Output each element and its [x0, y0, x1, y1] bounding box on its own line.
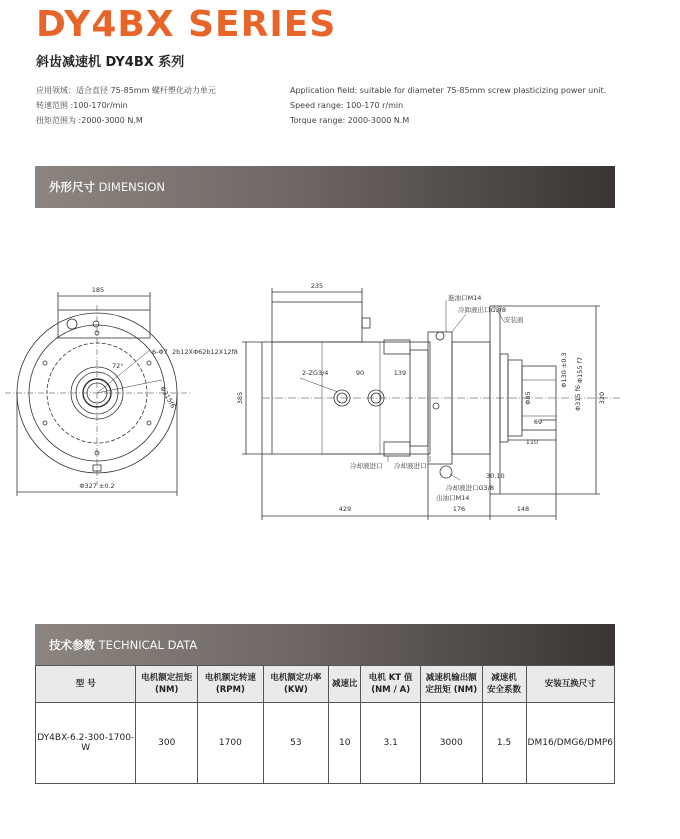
- page-subtitle: 斜齿减速机 DY4BX 系列: [36, 55, 185, 70]
- info-en-line: Torque range: 2000-3000 N.M: [290, 116, 410, 125]
- label-angle: 72°: [112, 362, 124, 370]
- dim-dia-b: Φ155 f7: [576, 356, 584, 384]
- cell-model: DY4BX-6.2-300-1700-W: [36, 703, 136, 784]
- dim-176: 176: [452, 505, 466, 513]
- label-coolant-out: 冷卸液出口G3/8: [458, 306, 506, 314]
- technical-label-en: TECHNICAL DATA: [98, 638, 198, 652]
- header-motor-torque: 电机额定扭矩 (NM): [136, 666, 198, 703]
- dim-shaft-dia: Φ85: [524, 391, 532, 405]
- header-motor-power: 电机额定功率 (KW): [263, 666, 328, 703]
- label-keyway: 2b12XΦ62b12X12f8: [172, 348, 238, 356]
- cell-output-torque: 3000: [420, 703, 482, 784]
- label-bolt-circle: Φ315f6: [158, 385, 178, 410]
- dim-30: 30.10: [486, 472, 505, 480]
- dim-385: 385: [236, 391, 244, 405]
- label-coolant-in-1: 冷却液进口: [350, 462, 383, 470]
- cell-motor-speed: 1700: [198, 703, 264, 784]
- technical-label-cn: 技术参数: [49, 638, 95, 652]
- dim-bore: Φ315 f6: [574, 384, 582, 412]
- cell-motor-power: 53: [263, 703, 328, 784]
- dim-148: 148: [516, 505, 530, 513]
- dimension-label-en: DIMENSION: [98, 180, 166, 194]
- label-install-face: 安装面: [504, 316, 524, 324]
- dimension-header: [35, 166, 615, 208]
- label-oil-out: 出油口M14: [436, 494, 470, 502]
- table-row: [36, 703, 615, 784]
- cell-motor-torque: 300: [136, 703, 198, 784]
- header-kt: 电机 KT 值 (NM / A): [361, 666, 421, 703]
- dim-320: 320: [598, 391, 606, 405]
- info-cn-line: 转速范围 :100-170r/min: [36, 101, 128, 110]
- header-model: 型 号: [36, 666, 136, 703]
- info-en-line: Speed range: 100-170 r/min: [290, 101, 404, 110]
- info-en-line: Application field: suitable for diameter 75-85mm screw plasticizing power unit.: [290, 86, 607, 95]
- info-cn: [36, 83, 216, 128]
- dim-dia-a: Φ130 ±0.3: [560, 352, 568, 388]
- technical-header: [35, 624, 615, 666]
- header-motor-speed: 电机额定转速 (RPM): [198, 666, 264, 703]
- dim-235: 235: [310, 282, 324, 290]
- info-en: [290, 83, 606, 128]
- dim-69: 69: [533, 418, 543, 426]
- label-bolt-holes: 6-Φ7: [152, 348, 168, 356]
- dim-110: 110: [525, 438, 539, 446]
- cell-mount-size: DM16/DMG6/DMP6: [526, 703, 614, 784]
- header-ratio: 减速比: [329, 666, 361, 703]
- side-view: [242, 288, 620, 520]
- page-title: DY4BX SERIES: [36, 4, 337, 45]
- info-cn-line: 应用领域：适合直径 75-85mm 螺杆塑化动力单元: [36, 86, 216, 95]
- info-cn-line: 扭矩范围为 :2000-3000 N.M: [36, 116, 143, 125]
- label-oil-in: 進油口M14: [448, 294, 482, 302]
- cell-kt: 3.1: [361, 703, 421, 784]
- dim-429: 429: [338, 505, 352, 513]
- dim-139: 139: [393, 369, 407, 377]
- cell-safety-factor: 1.5: [482, 703, 526, 784]
- dimension-drawing: [0, 210, 680, 550]
- header-mount-size: 安装互换尺寸: [526, 666, 614, 703]
- label-coolant-in-2: 冷却液进口: [394, 462, 427, 470]
- dimension-label-cn: 外形尺寸: [49, 180, 95, 194]
- dim-outer-dia: Φ327 ±0.2: [79, 482, 115, 490]
- label-inlet: 2-ZG3/4: [302, 369, 329, 377]
- table-header-row: [36, 666, 615, 703]
- technical-table: [35, 665, 615, 784]
- header-safety-factor: 减速机 安全系数: [482, 666, 526, 703]
- cell-ratio: 10: [329, 703, 361, 784]
- dim-185: 185: [91, 286, 105, 294]
- header-output-torque: 减速机输出额 定扭矩 (NM): [420, 666, 482, 703]
- label-coolant-in-g38: 冷却液进口G3/8: [446, 484, 494, 492]
- dim-90: 90: [355, 369, 365, 377]
